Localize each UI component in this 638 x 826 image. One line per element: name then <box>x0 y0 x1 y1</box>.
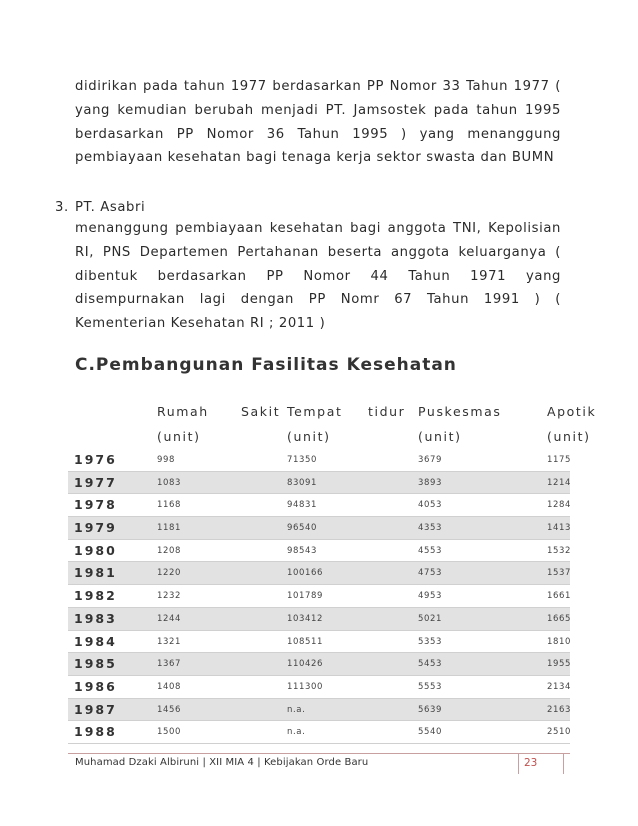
apotik-cell: 1175 <box>547 455 572 465</box>
rumah-sakit-cell: 1220 <box>157 568 182 579</box>
tempat-tidur-cell: 83091 <box>287 477 318 488</box>
rumah-sakit-cell: 1367 <box>157 659 182 670</box>
header-tidur: tidur <box>368 404 406 419</box>
year-cell: 1982 <box>74 588 117 604</box>
rumah-sakit-cell: 1208 <box>157 545 182 556</box>
unit-puskesmas: (unit) <box>418 429 462 444</box>
year-cell: 1981 <box>74 565 117 581</box>
puskesmas-cell: 5353 <box>418 636 443 647</box>
puskesmas-cell: 5453 <box>418 659 443 670</box>
header-rumah: Rumah <box>157 404 209 419</box>
puskesmas-cell: 3893 <box>418 477 443 488</box>
apotik-cell: 2510 <box>547 727 572 738</box>
header-sakit: Sakit <box>241 404 281 419</box>
table-row <box>68 472 570 495</box>
rumah-sakit-cell: 1321 <box>157 636 182 647</box>
section-heading: C.Pembangunan Fasilitas Kesehatan <box>75 355 457 375</box>
rumah-sakit-cell: 1181 <box>157 523 182 534</box>
year-cell: 1986 <box>74 678 117 694</box>
apotik-cell: 1665 <box>547 613 572 624</box>
puskesmas-cell: 4553 <box>418 545 443 556</box>
tempat-tidur-cell: 111300 <box>287 681 324 692</box>
header-apotik: Apotik <box>547 404 597 419</box>
year-cell: 1983 <box>74 610 117 626</box>
tempat-tidur-cell: 94831 <box>287 500 318 511</box>
tempat-tidur-cell: 101789 <box>287 591 324 602</box>
table-row <box>68 562 570 585</box>
apotik-cell: 1661 <box>547 591 572 602</box>
rumah-sakit-cell: 1168 <box>157 500 182 511</box>
table-row <box>68 517 570 540</box>
table-row <box>68 721 570 744</box>
puskesmas-cell: 5021 <box>418 613 443 624</box>
apotik-cell: 1413 <box>547 523 572 534</box>
unit-apotik: (unit) <box>547 429 591 444</box>
rumah-sakit-cell: 1408 <box>157 681 182 692</box>
table-row <box>68 494 570 517</box>
puskesmas-cell: 4053 <box>418 500 443 511</box>
year-cell: 1988 <box>74 724 117 740</box>
year-cell: 1984 <box>74 633 117 649</box>
header-tempat: Tempat <box>287 404 343 419</box>
body-paragraph: didirikan pada tahun 1977 berdasarkan PP Nomor 33 Tahun 1977 ( yang kemudian berubah menjadi PT. Jamsostek pada tahun 1995 berdasarkan PP Nomor 36 Tahun 1995 ) yang menanggung pembiayaan kesehatan bagi tenaga kerja sektor swasta dan BUMN <box>75 79 561 166</box>
apotik-cell: 1284 <box>547 500 572 511</box>
unit-tempat-tidur: (unit) <box>287 429 331 444</box>
puskesmas-cell: 4953 <box>418 591 443 602</box>
table-row <box>68 608 570 631</box>
puskesmas-cell: 4753 <box>418 568 443 579</box>
year-cell: 1976 <box>74 452 117 467</box>
table-row <box>68 653 570 676</box>
rumah-sakit-cell: 1500 <box>157 727 182 738</box>
apotik-cell: 2134 <box>547 681 572 692</box>
tempat-tidur-cell: 98543 <box>287 545 318 556</box>
table-row <box>68 540 570 563</box>
apotik-cell: 1955 <box>547 659 572 670</box>
list-item-description: menanggung pembiayaan kesehatan bagi anggota TNI, Kepolisian RI, PNS Departemen Pertahanan beserta anggota keluarganya ( dibentuk berdasarkan PP Nomor 44 Tahun 1971 yang disempurnakan lagi dengan PP Nomr 67 Tahun 1991 ) ( Kementerian Kesehatan RI ; 2011 ) <box>75 221 561 332</box>
puskesmas-cell: 3679 <box>418 455 443 465</box>
rumah-sakit-cell: 1456 <box>157 704 182 715</box>
apotik-cell: 1532 <box>547 545 572 556</box>
table-body <box>68 449 570 744</box>
footer-divider <box>68 753 570 754</box>
puskesmas-cell: 5553 <box>418 681 443 692</box>
tempat-tidur-cell: n.a. <box>287 704 306 715</box>
apotik-cell: 2163 <box>547 704 572 715</box>
puskesmas-cell: 4353 <box>418 523 443 534</box>
list-item-title: PT. Asabri <box>75 200 146 215</box>
apotik-cell: 1810 <box>547 636 572 647</box>
apotik-cell: 1214 <box>547 477 572 488</box>
tempat-tidur-cell: 103412 <box>287 613 324 624</box>
year-cell: 1987 <box>74 701 117 717</box>
tempat-tidur-cell: 71350 <box>287 455 318 465</box>
unit-rumah-sakit: (unit) <box>157 429 201 444</box>
year-cell: 1985 <box>74 656 117 672</box>
table-row <box>68 676 570 699</box>
apotik-cell: 1537 <box>547 568 572 579</box>
rumah-sakit-cell: 998 <box>157 455 176 465</box>
year-cell: 1979 <box>74 520 117 536</box>
year-cell: 1980 <box>74 542 117 558</box>
footer-text: Muhamad Dzaki Albiruni | XII MIA 4 | Kebijakan Orde Baru <box>75 757 369 768</box>
tempat-tidur-cell: 108511 <box>287 636 324 647</box>
year-cell: 1978 <box>74 497 117 513</box>
header-puskesmas: Puskesmas <box>418 404 502 419</box>
rumah-sakit-cell: 1232 <box>157 591 182 602</box>
page-number: 23 <box>524 757 538 769</box>
puskesmas-cell: 5639 <box>418 704 443 715</box>
table-row <box>68 699 570 722</box>
rumah-sakit-cell: 1244 <box>157 613 182 624</box>
table-row <box>68 585 570 608</box>
tempat-tidur-cell: n.a. <box>287 727 306 738</box>
tempat-tidur-cell: 96540 <box>287 523 318 534</box>
tempat-tidur-cell: 110426 <box>287 659 324 670</box>
year-cell: 1977 <box>74 474 117 490</box>
puskesmas-cell: 5540 <box>418 727 443 738</box>
list-item-number: 3. <box>55 200 69 215</box>
tempat-tidur-cell: 100166 <box>287 568 324 579</box>
table-row <box>68 449 570 472</box>
rumah-sakit-cell: 1083 <box>157 477 182 488</box>
table-row <box>68 631 570 654</box>
